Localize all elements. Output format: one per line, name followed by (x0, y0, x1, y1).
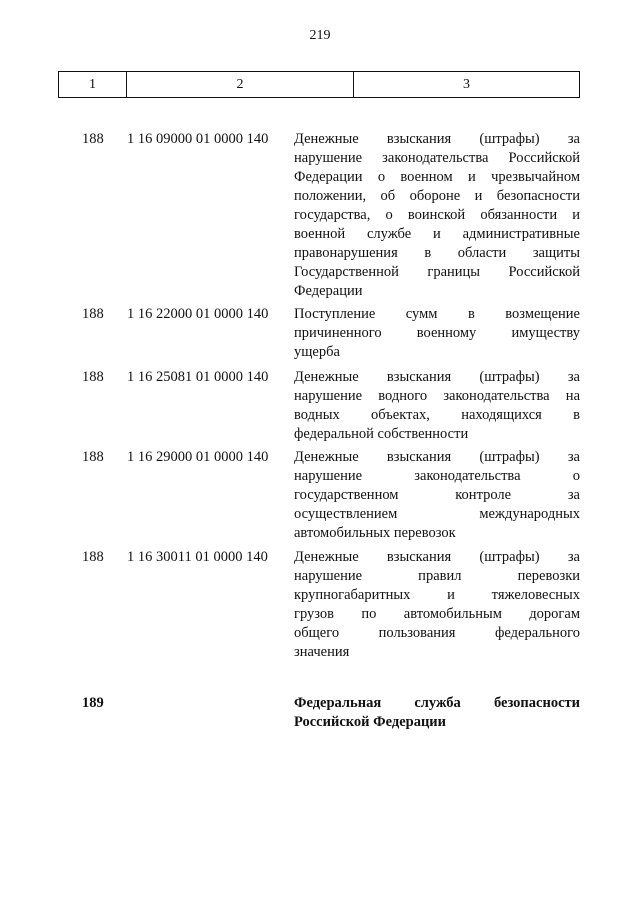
admin-code: 188 (82, 131, 104, 147)
description-line: осуществлением международных (294, 506, 580, 522)
admin-code: 188 (82, 369, 104, 385)
description-line: нарушение законодательства о (294, 468, 580, 484)
column-header-3: 3 (463, 76, 470, 92)
description-line: Денежные взыскания (штрафы) за (294, 369, 580, 385)
column-header-1: 1 (59, 72, 127, 97)
description-line: Федерации (294, 283, 363, 299)
income-description (294, 368, 580, 444)
description-line: Денежные взыскания (штрафы) за (294, 131, 580, 147)
description-line: правонарушения в области защиты (294, 245, 580, 261)
column-header-table (58, 71, 580, 98)
description-line: крупногабаритных и тяжеловесных (294, 587, 580, 603)
description-line: государства, о воинской обязанности и (294, 207, 580, 223)
description-line: водных объектах, находящихся в (294, 407, 580, 423)
column-header-2: 2 (127, 72, 354, 97)
budget-code: 1 16 09000 01 0000 140 (127, 131, 269, 147)
section-title (294, 694, 580, 732)
description-line: военной службе и административные (294, 226, 580, 242)
page-number: 219 (309, 28, 331, 43)
description-line: Денежные взыскания (штрафы) за (294, 449, 580, 465)
description-line: значения (294, 644, 350, 660)
description-line: автомобильных перевозок (294, 525, 456, 541)
description-line: нарушение правил перевозки (294, 568, 580, 584)
income-description (294, 548, 580, 662)
section-admin-code: 189 (82, 695, 104, 711)
budget-code: 1 16 29000 01 0000 140 (127, 449, 269, 465)
description-line: Федерации о военном и чрезвычайном (294, 169, 580, 185)
description-line: положении, об обороне и безопасности (294, 188, 580, 204)
section-title-line: Федеральная служба безопасности (294, 695, 580, 711)
income-description (294, 305, 580, 362)
budget-code: 1 16 30011 01 0000 140 (127, 549, 268, 565)
description-line: государственном контроле за (294, 487, 580, 503)
budget-code: 1 16 22000 01 0000 140 (127, 306, 269, 322)
description-line: нарушение водного законодательства на (294, 388, 580, 404)
description-line: общего пользования федерального (294, 625, 580, 641)
admin-code: 188 (82, 449, 104, 465)
description-line: Денежные взыскания (штрафы) за (294, 549, 580, 565)
description-line: Государственной границы Российской (294, 264, 580, 280)
income-description (294, 448, 580, 543)
description-line: Поступление сумм в возмещение (294, 306, 580, 322)
admin-code: 188 (82, 549, 104, 565)
description-line: нарушение законодательства Российской (294, 150, 580, 166)
description-line: причиненного военному имуществу (294, 325, 580, 341)
description-line: ущерба (294, 344, 340, 360)
income-description (294, 130, 580, 301)
section-title-line: Российской Федерации (294, 714, 447, 730)
admin-code: 188 (82, 306, 104, 322)
description-line: федеральной собственности (294, 426, 469, 442)
budget-code: 1 16 25081 01 0000 140 (127, 369, 269, 385)
description-line: грузов по автомобильным дорогам (294, 606, 580, 622)
